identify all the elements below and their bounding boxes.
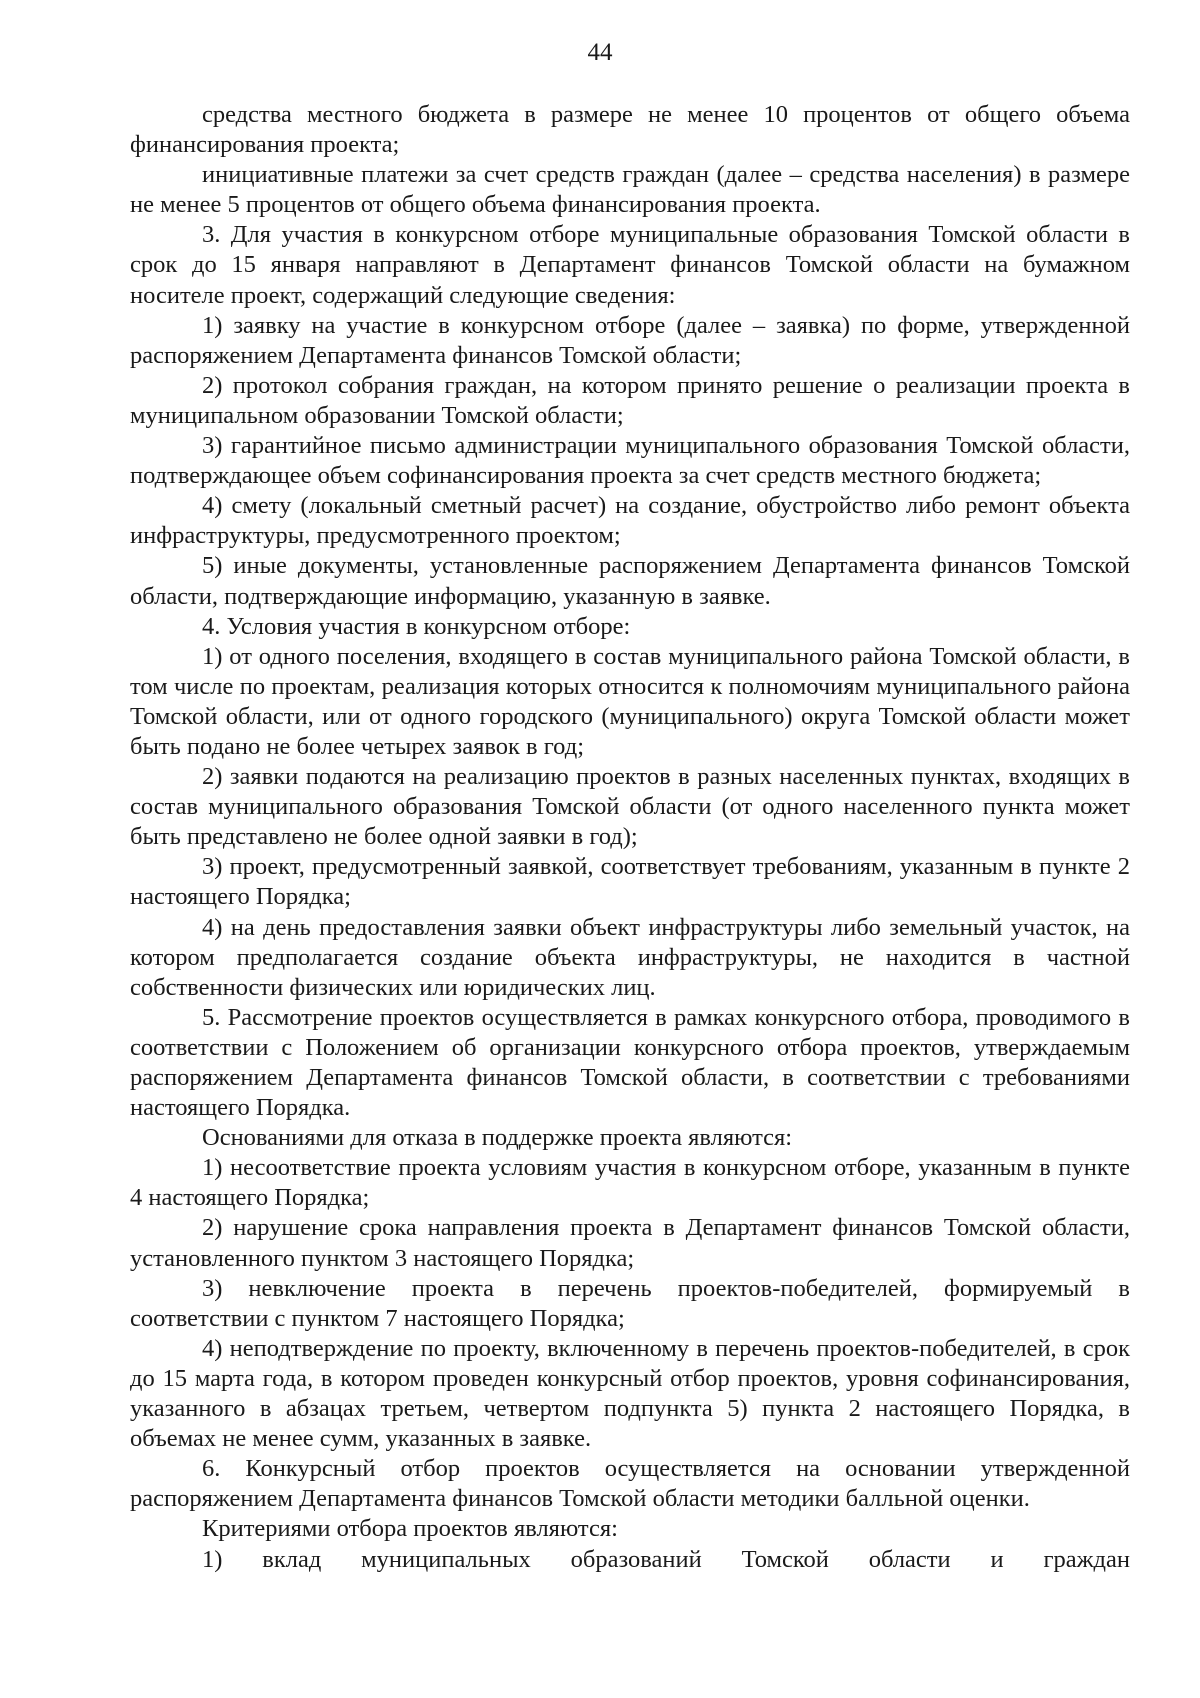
paragraph: 3. Для участия в конкурсном отборе муниципальные образования Томской области в срок до 15 января направляют в Департамент финансов Томской области на бумажном носителе проект, содержащий следующие сведения:	[130, 221, 1130, 309]
paragraph: 2) нарушение срока направления проекта в Департамент финансов Томской области, установленного пунктом 3 настоящего Порядка;	[130, 1214, 1130, 1272]
paragraph: 3) невключение проекта в перечень проектов-победителей, формируемый в соответствии с пунктом 7 настоящего Порядка;	[130, 1274, 1130, 1332]
paragraph: средства местного бюджета в размере не менее 10 процентов от общего объема финансирования проекта;	[130, 101, 1130, 159]
paragraph: 2) заявки подаются на реализацию проектов в разных населенных пунктах, входящих в состав муниципального образования Томской области (от одного населенного пункта может быть представлено не более одной заявки в год);	[130, 763, 1130, 851]
paragraph: 5. Рассмотрение проектов осуществляется в рамках конкурсного отбора, проводимого в соответствии с Положением об организации конкурсного отбора проектов, утверждаемым распоряжением Департамента финансов Томской области, в соответствии с требованиями настоящего Порядка.	[130, 1003, 1130, 1122]
paragraph: Основаниями для отказа в поддержке проекта являются:	[202, 1124, 793, 1152]
paragraph: 6. Конкурсный отбор проектов осуществляется на основании утвержденной распоряжением Департамента финансов Томской области методики балльной оценки.	[130, 1455, 1130, 1513]
paragraph: 1) заявку на участие в конкурсном отборе (далее – заявка) по форме, утвержденной распоряжением Департамента финансов Томской области;	[130, 311, 1130, 369]
paragraph: 5) иные документы, установленные распоряжением Департамента финансов Томской области, подтверждающие информацию, указанную в заявке.	[130, 552, 1130, 610]
paragraph: 4. Условия участия в конкурсном отборе:	[202, 612, 631, 640]
page-number: 44	[587, 39, 613, 66]
document-body	[130, 100, 1130, 1575]
paragraph: 1) вклад муниципальных образований Томской области и граждан	[202, 1545, 1130, 1573]
paragraph: 1) несоответствие проекта условиям участия в конкурсном отборе, указанным в пункте 4 настоящего Порядка;	[130, 1154, 1130, 1212]
paragraph: 3) гарантийное письмо администрации муниципального образования Томской области, подтверждающее объем софинансирования проекта за счет средств местного бюджета;	[130, 432, 1130, 490]
paragraph: 1) от одного поселения, входящего в состав муниципального района Томской области, в том числе по проектам, реализация которых относится к полномочиям муниципального района Томской области, или от одного городского (муниципального) округа Томской области может быть подано не более четырех заявок в год;	[130, 642, 1130, 760]
paragraph: 2) протокол собрания граждан, на котором принято решение о реализации проекта в муниципальном образовании Томской области;	[130, 371, 1130, 429]
paragraph: 4) неподтверждение по проекту, включенному в перечень проектов-победителей, в срок до 15 марта года, в котором проведен конкурсный отбор проектов, уровня софинансирования, указанного в абзацах третьем, четвертом подпункта 5) пункта 2 настоящего Порядка, в объемах не менее сумм, указанных в заявке.	[130, 1334, 1130, 1453]
paragraph: Критериями отбора проектов являются:	[202, 1515, 618, 1543]
paragraph: 4) на день предоставления заявки объект инфраструктуры либо земельный участок, на котором предполагается создание объекта инфраструктуры, не находится в частной собственности физических или юридических лиц.	[130, 913, 1130, 1001]
paragraph: 3) проект, предусмотренный заявкой, соответствует требованиям, указанным в пункте 2 настоящего Порядка;	[130, 853, 1130, 911]
paragraph: инициативные платежи за счет средств граждан (далее – средства населения) в размере не менее 5 процентов от общего объема финансирования проекта.	[130, 161, 1130, 219]
paragraph: 4) смету (локальный сметный расчет) на создание, обустройство либо ремонт объекта инфраструктуры, предусмотренного проектом;	[130, 492, 1130, 550]
